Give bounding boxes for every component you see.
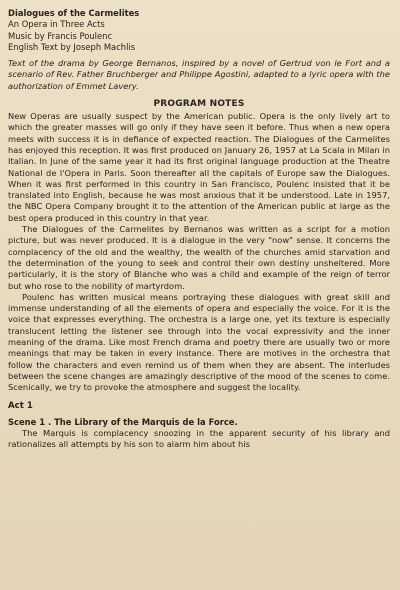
notes-paragraph-3: Poulenc has written musical means portraying these dialogues with great skill and immense understanding of all the elements of opera and especially the voice. For it is the voice that expresses everything. The orchestra is a large one, yet its texture is especially translucent letting the listener see through into the vocal expressivity and the inner meaning of the drama. Like most French drama and poetry there are usually two or more meanings that may be taken in every instance. There are motives in the orchestra that follow the characters and even remind us of them when they are absent. The interludes between the scene changes are amazingly descriptive of the mood of the scenes to come. Scenically, we try to provoke the atmosphere and suggest the locality. [8, 291, 390, 393]
title-block [8, 8, 390, 53]
notes-paragraph-2: The Dialogues of the Carmelites by Bernanos was written as a script for a motion picture, but was never produced. It is a dialogue in the very "now" sense. It concerns the complacency of the old and the wealthy, the wealth of the churches amid starvation and the determination of the young to seek and control their own destiny unsheltered. More particularly, it is the story of Blanche who was a child and example of the reign of terror but who rose to the nobility of martyrdom. [8, 224, 390, 291]
scene-heading: Scene 1 . The Library of the Marquis de la Force. [8, 416, 238, 427]
notes-paragraph-1: New Operas are usually suspect by the American public. Opera is the only lively art to which the greater masses will go only if they have seen it before. Thus when a new opera meets with success it is in defiance of expected reaction. The Dialogues of the Carmelites has enjoyed this reception. It was first produced on January 26, 1957 at La Scala in Milan in Italian. In June of the same year it had its first original language production at the Theatre National de l'Opera in Paris. Soon thereafter all the capitals of Europe saw the Dialogues. When it was first performed in this country in San Francisco, Poulenc insisted that it be translated into English, because he was most anxious that it be understood. Late in 1957, the NBC Opera Company brought it to the attention of the American public at large as the best opera produced in this country in that year. [8, 111, 390, 223]
intro-italic: Text of the drama by George Bernanos, inspired by a novel of Gertrud von le Fort and a scenario of Rev. Father Bruchberger and Philippe Agostini, adapted to a lyric opera with the authorization of Emmet Lavery. [8, 58, 390, 91]
text-credit: English Text by Joseph Machlis [8, 41, 136, 52]
act-heading: Act 1 [8, 400, 33, 411]
opera-subtitle: An Opera in Three Acts [8, 19, 105, 30]
opera-title: Dialogues of the Carmelites [8, 8, 140, 18]
music-credit: Music by Francis Poulenc [8, 30, 113, 41]
program-notes-heading: PROGRAM NOTES [153, 99, 245, 110]
scene-paragraph: The Marquis is complacency snoozing in the apparent security of his library and rationalizes all attempts by his son to alarm him about his [8, 427, 390, 449]
